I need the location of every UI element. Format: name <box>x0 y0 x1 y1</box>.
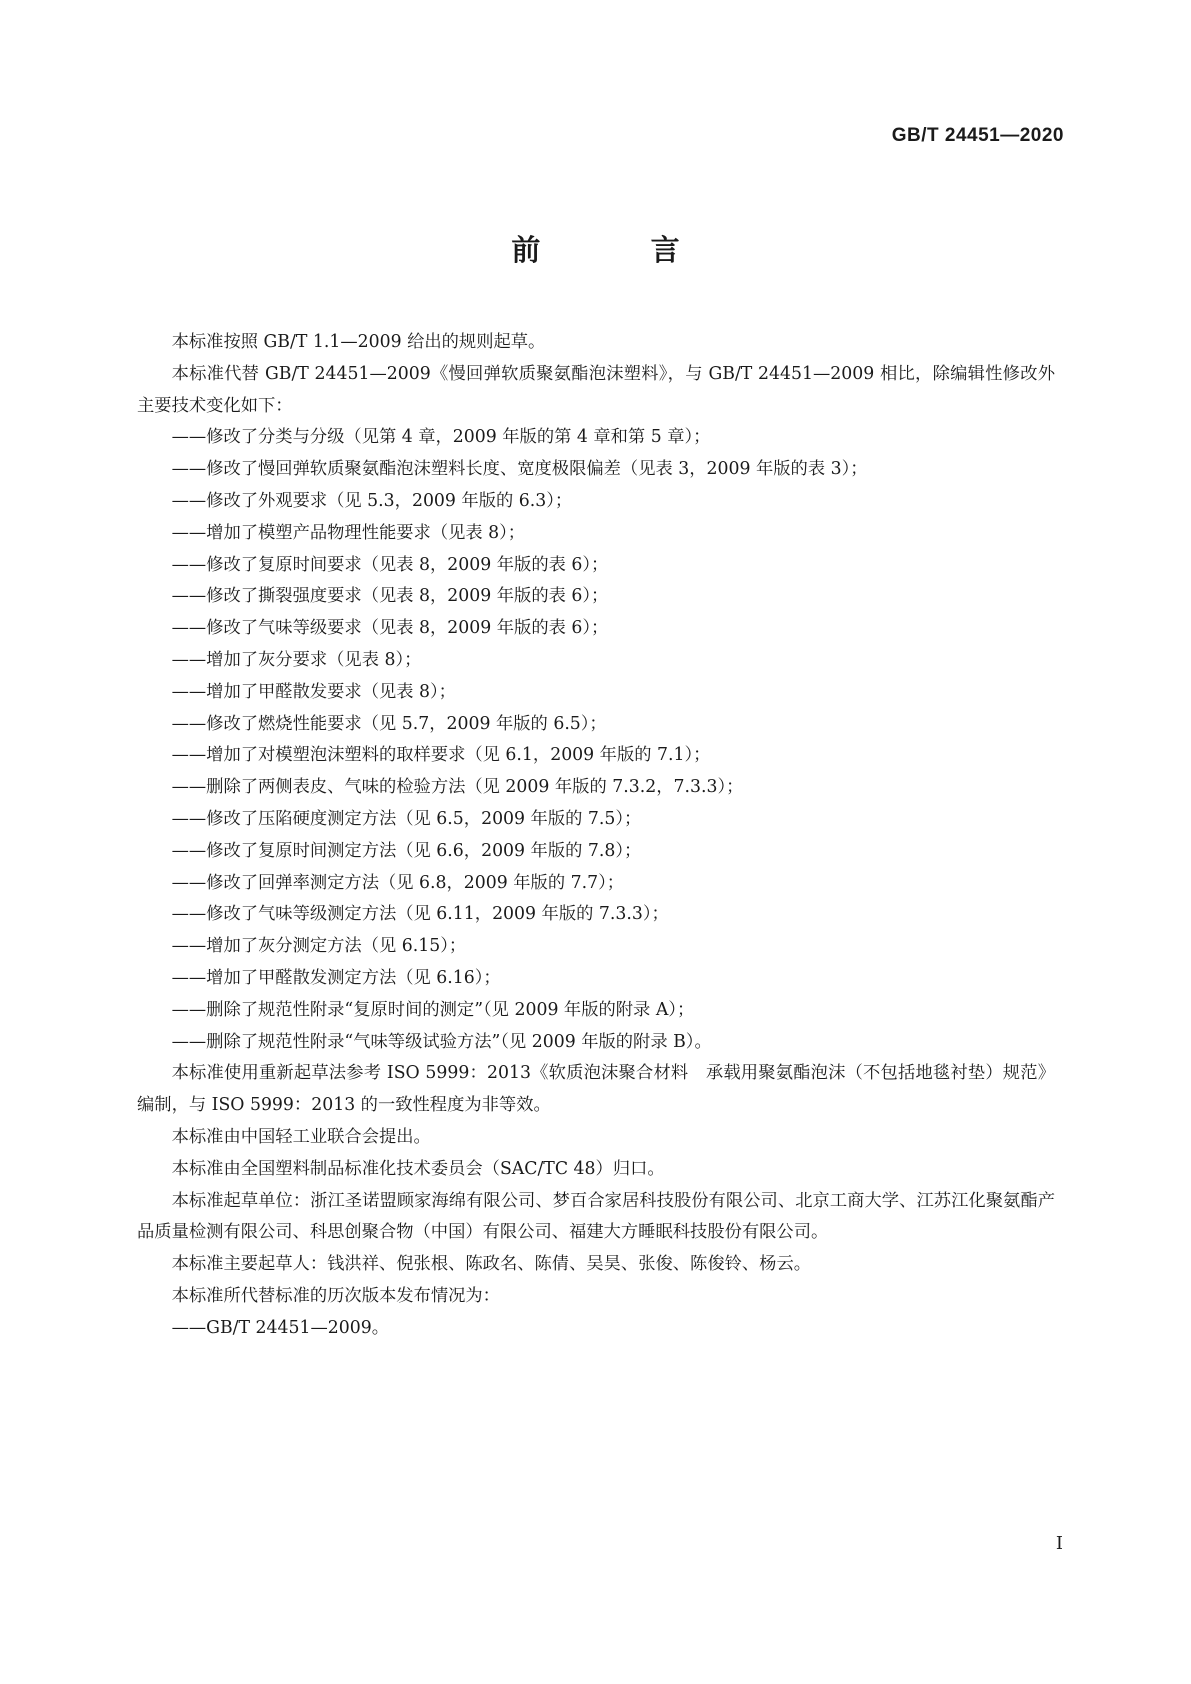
change-list-item: ——修改了撕裂强度要求（见表 8，2009 年版的表 6）； <box>171 586 609 607</box>
paragraph: 本标准所代替标准的历次版本发布情况为： <box>171 1285 500 1306</box>
paragraph: 本标准按照 GB/T 1.1—2009 给出的规则起草。 <box>171 332 546 352</box>
change-list-item: ——增加了灰分测定方法（见 6.15）； <box>171 936 467 957</box>
paragraph: 本标准由全国塑料制品标准化技术委员会（SAC/TC 48）归口。 <box>171 1158 665 1179</box>
change-list-item: ——修改了外观要求（见 5.3，2009 年版的 6.3）； <box>171 490 573 511</box>
standard-number: GB/T 24451—2020 <box>891 125 1064 146</box>
change-list-item: ——修改了慢回弹软质聚氨酯泡沫塑料长度、宽度极限偏差（见表 3，2009 年版的表 3）； <box>171 459 868 480</box>
change-list-item: ——修改了压陷硬度测定方法（见 6.5，2009 年版的 7.5）； <box>171 808 642 829</box>
change-list-item: ——增加了甲醛散发要求（见表 8）； <box>171 681 456 702</box>
change-list-item: ——删除了规范性附录“复原时间的测定”（见 2009 年版的附录 A）； <box>171 999 695 1020</box>
change-list-item: ——删除了两侧表皮、气味的检验方法（见 2009 年版的 7.3.2，7.3.3）； <box>171 777 744 798</box>
change-list-item: ——增加了对模塑泡沫塑料的取样要求（见 6.1，2009 年版的 7.1）； <box>171 745 711 766</box>
change-list-item: ——增加了模塑产品物理性能要求（见表 8）； <box>171 522 526 543</box>
change-list-item: ——修改了复原时间要求（见表 8，2009 年版的表 6）； <box>171 554 609 575</box>
page-number: I <box>1055 1533 1063 1554</box>
change-list-item: ——修改了分类与分级（见第 4 章，2009 年版的第 4 章和第 5 章）； <box>171 427 711 448</box>
change-list-item: ——GB/T 24451—2009。 <box>171 1317 390 1338</box>
change-list-item: ——修改了气味等级测定方法（见 6.11，2009 年版的 7.3.3）； <box>171 904 669 925</box>
change-list-item: ——删除了规范性附录“气味等级试验方法”（见 2009 年版的附录 B）。 <box>171 1031 712 1052</box>
change-list-item: ——修改了气味等级要求（见表 8，2009 年版的表 6）； <box>171 618 609 639</box>
paragraph: 本标准由中国轻工业联合会提出。 <box>171 1126 431 1147</box>
paragraph: 本标准主要起草人：钱洪祥、倪张根、陈政名、陈倩、吴昊、张俊、陈俊铃、杨云。 <box>171 1254 812 1275</box>
change-list-item: ——增加了灰分要求（见表 8）； <box>171 649 422 670</box>
paragraph: 本标准代替 GB/T 24451—2009《慢回弹软质聚氨酯泡沫塑料》，与 GB/T 24451—2009 相比，除编辑性修改外主要技术变化如下： <box>137 363 1055 416</box>
change-list-item: ——增加了甲醛散发测定方法（见 6.16）； <box>171 967 501 988</box>
change-list-item: ——修改了回弹率测定方法（见 6.8，2009 年版的 7.7）； <box>171 872 624 893</box>
paragraph: 本标准使用重新起草法参考 ISO 5999：2013《软质泡沫聚合材料 承载用聚氨酯泡沫（不包括地毯衬垫）规范》编制，与 ISO 5999：2013 的一致性程度为非等效。 <box>137 1063 1055 1116</box>
change-list-item: ——修改了燃烧性能要求（见 5.7，2009 年版的 6.5）； <box>171 713 607 734</box>
foreword-body <box>137 327 1055 1345</box>
page-title: 前 言 <box>511 233 721 267</box>
change-list-item: ——修改了复原时间测定方法（见 6.6，2009 年版的 7.8）； <box>171 840 642 861</box>
paragraph: 本标准起草单位：浙江圣诺盟顾家海绵有限公司、梦百合家居科技股份有限公司、北京工商大学、江苏江化聚氨酯产品质量检测有限公司、科思创聚合物（中国）有限公司、福建大方睡眠科技股份有限公司。 <box>137 1190 1055 1243</box>
